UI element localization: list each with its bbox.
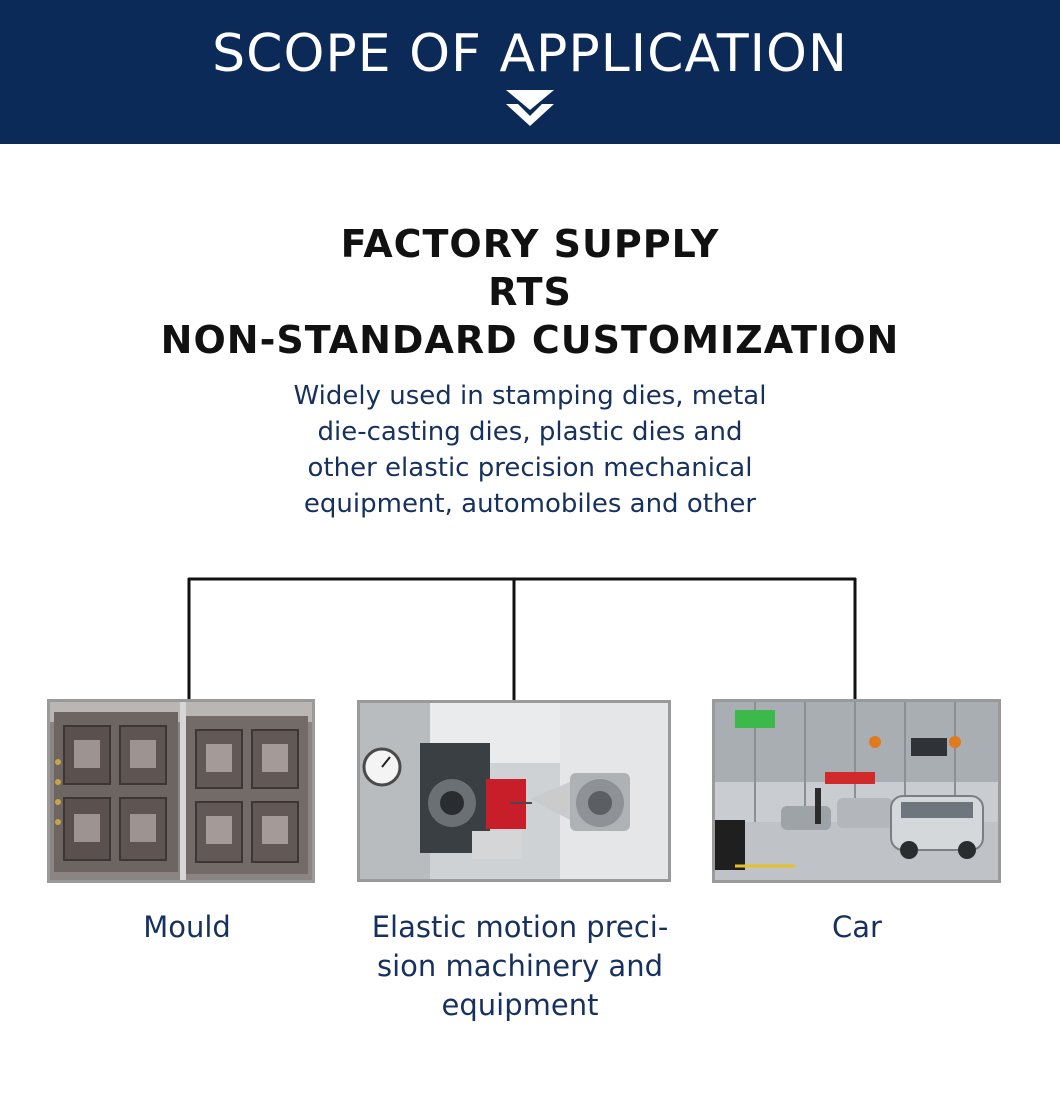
banner-title: SCOPE OF APPLICATION bbox=[212, 24, 848, 84]
caption-machinery bbox=[320, 908, 720, 1025]
headline-line-rts: RTS bbox=[488, 270, 572, 314]
connector-tree bbox=[0, 575, 1060, 705]
description-line: die-casting dies, plastic dies and bbox=[317, 417, 743, 447]
caption-line: sion machinery and bbox=[377, 949, 663, 983]
headline bbox=[0, 220, 1060, 364]
header-banner bbox=[0, 0, 1060, 144]
description-line: Widely used in stamping dies, metal bbox=[293, 381, 767, 411]
caption-line: equipment bbox=[441, 988, 599, 1022]
car-factory-photo bbox=[712, 699, 1001, 883]
caption-line: Elastic motion preci- bbox=[371, 910, 669, 944]
caption-line: Mould bbox=[143, 910, 231, 944]
caption-line: Car bbox=[832, 910, 882, 944]
description-line: equipment, automobiles and other bbox=[303, 489, 757, 519]
mould-photo bbox=[47, 699, 315, 883]
headline-line-customization: NON-STANDARD CUSTOMIZATION bbox=[160, 318, 900, 362]
caption-mould bbox=[87, 908, 287, 947]
machinery-photo bbox=[357, 700, 671, 882]
double-chevron-down-icon bbox=[504, 88, 556, 128]
description bbox=[230, 378, 830, 522]
headline-line-factory-supply: FACTORY SUPPLY bbox=[340, 222, 720, 266]
caption-car bbox=[757, 908, 957, 947]
description-line: other elastic precision mechanical bbox=[307, 453, 753, 483]
